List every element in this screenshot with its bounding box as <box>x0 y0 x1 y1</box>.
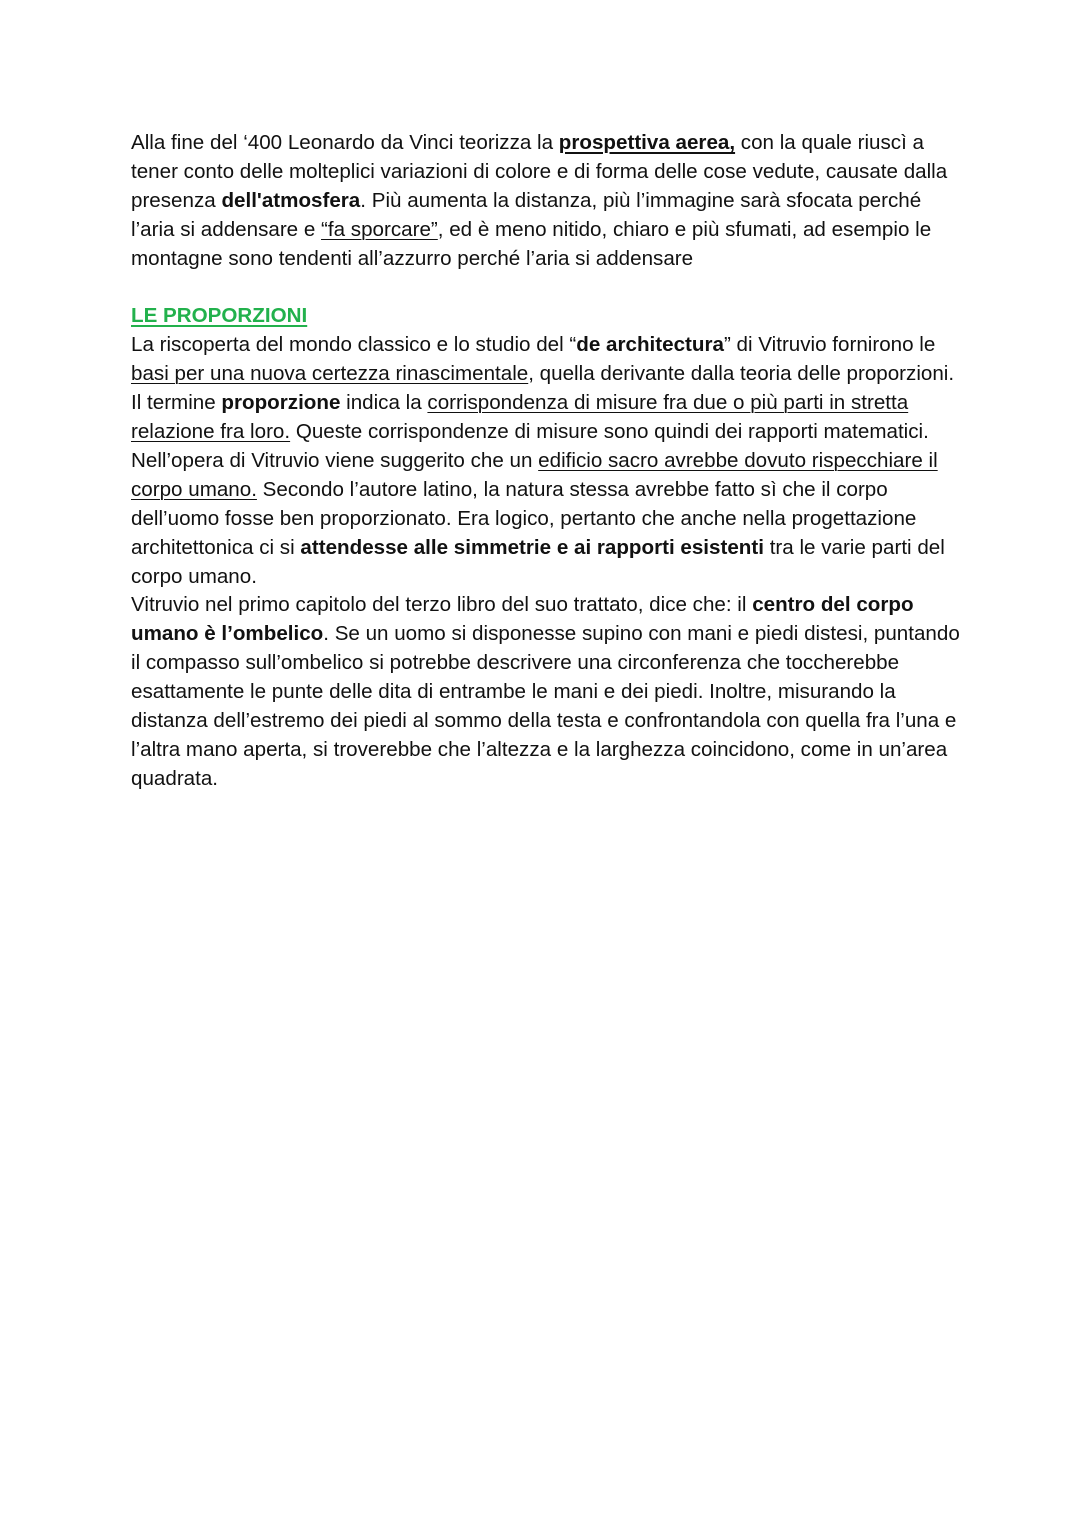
document-page <box>131 129 961 794</box>
intro-text-2: con la quale riuscì a tener conto delle molteplici variazioni di colore e di forma delle cose vedute, causate dalla presenza <box>131 131 948 212</box>
p2-text-1: Il termine <box>131 391 222 415</box>
intro-text-3: . Più aumenta la distanza, più l’immagine sarà sfocata perché l’aria si addensare e <box>131 188 922 241</box>
atmosfera-term: dell'atmosfera <box>221 188 361 212</box>
intro-paragraph <box>131 129 961 274</box>
attendesse-phrase: attendesse alle simmetrie e ai rapporti esistenti <box>300 535 764 559</box>
centro-corpo-phrase: centro del corpo umano è l’ombelico <box>131 593 914 646</box>
p3-text-3: tra le varie parti del corpo umano. <box>131 535 945 588</box>
p4-text-2: . Se un uomo si disponesse supino con mani e piedi distesi, puntando il compasso sull’ombelico si potrebbe descrivere una circonferenza che toccherebbe esattamente le punte delle dita di entrambe le mani e dei piedi. Inoltre, misurando la distanza dell’estremo dei piedi al sommo della testa e confrontandola con quella fra l’una e l’altra mano aperta, si troverebbe che l’altezza e la larghezza coincidono, come in un’area quadrata. <box>131 622 960 790</box>
intro-text-1: Alla fine del ‘400 Leonardo da Vinci teorizza la <box>131 131 559 154</box>
p1-text-2: ” di Vitruvio fornirono le <box>723 333 936 357</box>
proporzione-term: proporzione <box>221 391 341 415</box>
p4-text-1: Vitruvio nel primo capitolo del terzo libro del suo trattato, dice che: il <box>131 593 753 617</box>
section-heading: LE PROPORZIONI <box>131 304 308 328</box>
corrispondenza-phrase: corrispondenza di misure fra due o più parti in stretta relazione fra loro. <box>131 391 909 444</box>
intro-text-4: , ed è meno nitido, chiaro e più sfumati, ad esempio le montagne sono tendenti all’azzurro perché l’aria si addensare <box>131 217 932 270</box>
p2-text-2: indica la <box>340 391 428 415</box>
p3-text-1: Nell’opera di Vitruvio viene suggerito che un <box>131 448 539 472</box>
p1-text-3: , quella derivante dalla teoria delle proporzioni. <box>528 362 955 386</box>
edificio-sacro-phrase: edificio sacro avrebbe dovuto rispecchiare il corpo umano. <box>131 448 938 501</box>
paragraph-riscoperta <box>131 331 961 389</box>
paragraph-spacer <box>131 274 961 303</box>
fa-sporcare-quote: “fa sporcare” <box>321 217 438 241</box>
basi-phrase: basi per una nuova certezza rinascimentale <box>131 362 529 386</box>
prospettiva-aerea-term: prospettiva aerea, <box>558 131 736 154</box>
p1-text-1: La riscoperta del mondo classico e lo studio del “ <box>131 333 577 357</box>
paragraph-proporzione <box>131 389 961 447</box>
p2-text-3: Queste corrispondenze di misure sono quindi dei rapporti matematici. <box>290 420 929 444</box>
paragraph-vitruvio-opera <box>131 447 961 592</box>
de-architectura-term: de architectura <box>576 333 724 357</box>
paragraph-ombelico <box>131 591 961 793</box>
p3-text-2: Secondo l’autore latino, la natura stessa avrebbe fatto sì che il corpo dell’uomo fosse ben proporzionato. Era logico, pertanto che anche nella progettazione architettonica ci si <box>131 477 917 559</box>
